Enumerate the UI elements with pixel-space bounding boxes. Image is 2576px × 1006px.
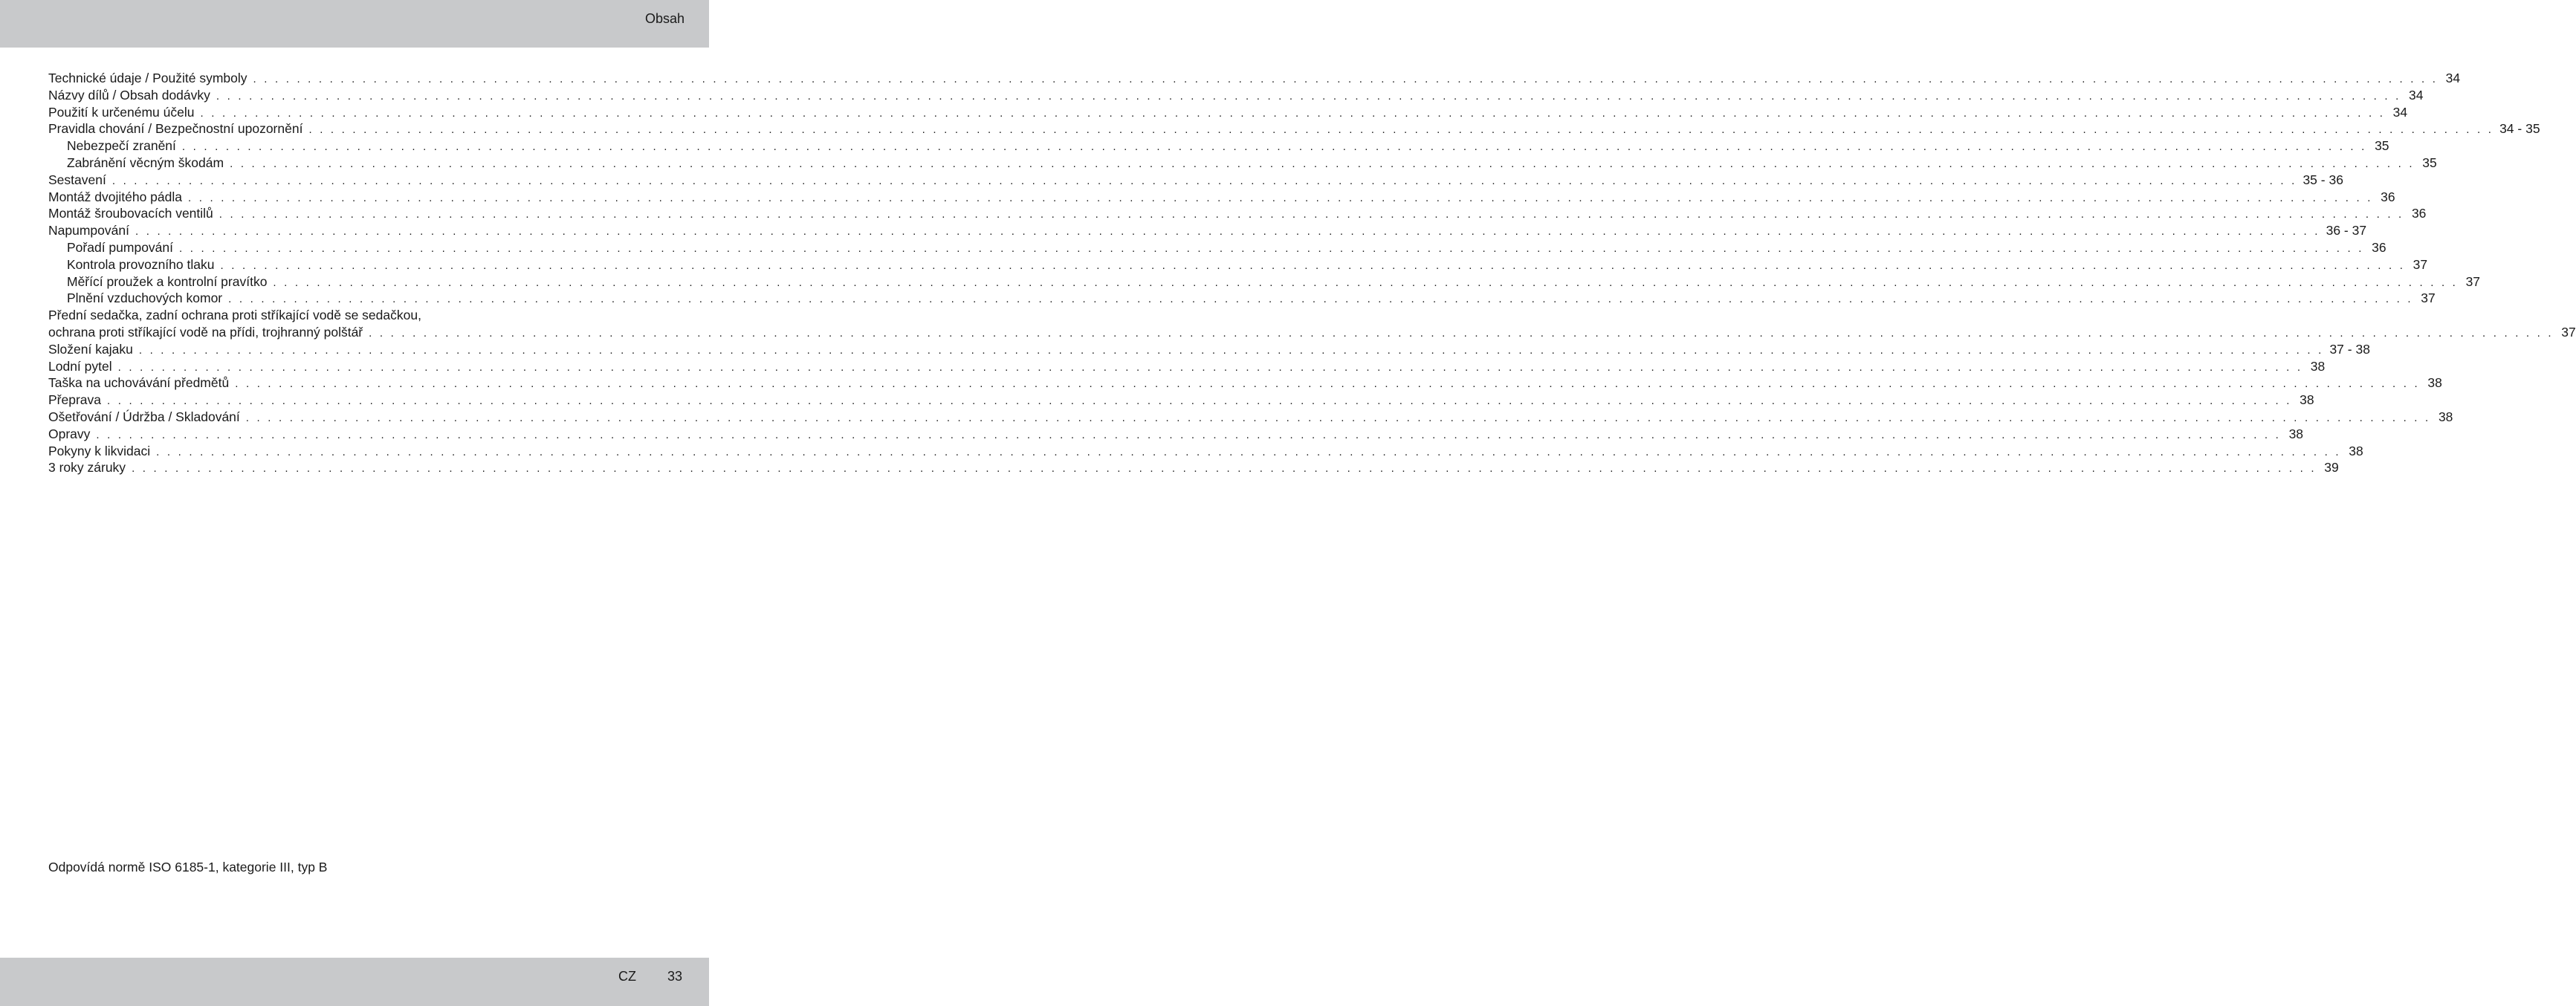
toc-entry-page: 37 - 38 [2329, 341, 2370, 357]
toc-entry [48, 459, 2339, 476]
toc-entry-page: 36 [2411, 206, 2427, 221]
toc-leader-dots: . . . . . . . . . . . . . . . . . . . . . . . . . . . . . . . . . . . . . . . . . . . . . . . . . . . . . . . . . . . . . . . . . . . . . . . . . . . . . . . . . . . . . . . . . . . . . . . . . . . . . . . . . . . . . . . . . . . . . . . . . . . . . . . . . . . . . . . . . . . . . . . . . . . . . . . . . . . . . . . . . . . . . . . . . . . . . . . . . . . . . . . . . . . . . . . . . . . . . . . . [230, 157, 2415, 170]
toc-leader-dots: . . . . . . . . . . . . . . . . . . . . . . . . . . . . . . . . . . . . . . . . . . . . . . . . . . . . . . . . . . . . . . . . . . . . . . . . . . . . . . . . . . . . . . . . . . . . . . . . . . . . . . . . . . . . . . . . . . . . . . . . . . . . . . . . . . . . . . . . . . . . . . . . . . . . . . . . . . . . . . . . . . . . . . . . . . . . . . . . . . . . . . . . . . . . . . . . . . . . . . . . [156, 445, 2341, 458]
standard-note: Odpovídá normě ISO 6185-1, kategorie III, typ B [48, 860, 328, 874]
toc-leader-dots: . . . . . . . . . . . . . . . . . . . . . . . . . . . . . . . . . . . . . . . . . . . . . . . . . . . . . . . . . . . . . . . . . . . . . . . . . . . . . . . . . . . . . . . . . . . . . . . . . . . . . . . . . . . . . . . . . . . . . . . . . . . . . . . . . . . . . . . . . . . . . . . . . . . . . . . . . . . . . . . . . . . . . . . . . . . . . . . . . . . . . . . . . . . . . . . . . . . . . . . . [132, 462, 2317, 476]
toc-leader-dots: . . . . . . . . . . . . . . . . . . . . . . . . . . . . . . . . . . . . . . . . . . . . . . . . . . . . . . . . . . . . . . . . . . . . . . . . . . . . . . . . . . . . . . . . . . . . . . . . . . . . . . . . . . . . . . . . . . . . . . . . . . . . . . . . . . . . . . . . . . . . . . . . . . . . . . . . . . . . . . . . . . . . . . . . . . . . . . . . . . . . . . . . . . . . . . . . . . . . . . . . [369, 326, 2554, 340]
toc-entry-label: ochrana proti stříkající vodě na přídi, trojhranný polštář [48, 324, 363, 340]
toc-entry-label: Plnění vzduchových komor [67, 291, 223, 306]
toc-entry-label: Měřící proužek a kontrolní pravítko [67, 273, 268, 289]
toc-entry-page: 39 [2324, 460, 2339, 476]
toc-entry-page: 35 [2375, 138, 2389, 154]
toc-leader-dots: . . . . . . . . . . . . . . . . . . . . . . . . . . . . . . . . . . . . . . . . . . . . . . . . . . . . . . . . . . . . . . . . . . . . . . . . . . . . . . . . . . . . . . . . . . . . . . . . . . . . . . . . . . . . . . . . . . . . . . . . . . . . . . . . . . . . . . . . . . . . . . . . . . . . . . . . . . . . . . . . . . . . . . . . . . . . . . . . . . . . . . . . . . . . . . . . . . . . . . . . [107, 395, 2292, 408]
toc-leader-dots: . . . . . . . . . . . . . . . . . . . . . . . . . . . . . . . . . . . . . . . . . . . . . . . . . . . . . . . . . . . . . . . . . . . . . . . . . . . . . . . . . . . . . . . . . . . . . . . . . . . . . . . . . . . . . . . . . . . . . . . . . . . . . . . . . . . . . . . . . . . . . . . . . . . . . . . . . . . . . . . . . . . . . . . . . . . . . . . . . . . . . . . . . . . . . . . . . . . . . . . . [187, 191, 2373, 204]
toc-entry-label: Sestavení [48, 172, 106, 187]
toc-entry-label: Složení kajaku [48, 341, 133, 357]
toc-entry-page: 38 [2300, 392, 2314, 408]
toc-entry-page: 36 - 37 [2326, 223, 2367, 238]
toc-entry [48, 256, 2428, 273]
toc-entry [48, 443, 2363, 460]
toc-leader-dots: . . . . . . . . . . . . . . . . . . . . . . . . . . . . . . . . . . . . . . . . . . . . . . . . . . . . . . . . . . . . . . . . . . . . . . . . . . . . . . . . . . . . . . . . . . . . . . . . . . . . . . . . . . . . . . . . . . . . . . . . . . . . . . . . . . . . . . . . . . . . . . . . . . . . . . . . . . . . . . . . . . . . . . . . . . . . . . . . . . . . . . . . . . . . . . . . . . . . . . . . [308, 123, 2494, 137]
toc-entry-page: 38 [2349, 443, 2363, 458]
toc-entry [48, 290, 2436, 307]
toc-entry-label: Ošetřování / Údržba / Skladování [48, 409, 240, 424]
toc-entry-page: 34 - 35 [2499, 121, 2540, 137]
toc-entry-label: Taška na uchovávání předmětů [48, 375, 230, 391]
section-title: Obsah [644, 11, 685, 26]
toc-leader-dots: . . . . . . . . . . . . . . . . . . . . . . . . . . . . . . . . . . . . . . . . . . . . . . . . . . . . . . . . . . . . . . . . . . . . . . . . . . . . . . . . . . . . . . . . . . . . . . . . . . . . . . . . . . . . . . . . . . . . . . . . . . . . . . . . . . . . . . . . . . . . . . . . . . . . . . . . . . . . . . . . . . . . . . . . . . . . . . . . . . . . . . . . . . . . . . . . . . . . . . . . [181, 140, 2367, 154]
toc-entry-page: 37 [2561, 324, 2576, 340]
toc-leader-dots: . . . . . . . . . . . . . . . . . . . . . . . . . . . . . . . . . . . . . . . . . . . . . . . . . . . . . . . . . . . . . . . . . . . . . . . . . . . . . . . . . . . . . . . . . . . . . . . . . . . . . . . . . . . . . . . . . . . . . . . . . . . . . . . . . . . . . . . . . . . . . . . . . . . . . . . . . . . . . . . . . . . . . . . . . . . . . . . . . . . . . . . . . . . . . . . . . . . . . . . . [245, 411, 2431, 424]
toc-entry [48, 239, 2386, 256]
toc-leader-dots: . . . . . . . . . . . . . . . . . . . . . . . . . . . . . . . . . . . . . . . . . . . . . . . . . . . . . . . . . . . . . . . . . . . . . . . . . . . . . . . . . . . . . . . . . . . . . . . . . . . . . . . . . . . . . . . . . . . . . . . . . . . . . . . . . . . . . . . . . . . . . . . . . . . . . . . . . . . . . . . . . . . . . . . . . . . . . . . . . . . . . . . . . . . . . . . . . . . . . . . . [135, 225, 2320, 238]
toc-entry-page: 38 [2438, 409, 2453, 424]
toc-leader-dots: . . . . . . . . . . . . . . . . . . . . . . . . . . . . . . . . . . . . . . . . . . . . . . . . . . . . . . . . . . . . . . . . . . . . . . . . . . . . . . . . . . . . . . . . . . . . . . . . . . . . . . . . . . . . . . . . . . . . . . . . . . . . . . . . . . . . . . . . . . . . . . . . . . . . . . . . . . . . . . . . . . . . . . . . . . . . . . . . . . . . . . . . . . . . . . . . . . . . . . . . [216, 89, 2401, 103]
toc-entry-page: 38 [2288, 426, 2304, 441]
toc-entry-label: Napumpování [48, 223, 129, 238]
toc-entry [48, 341, 2370, 358]
toc-entry [48, 409, 2453, 426]
toc-entry-page: 35 - 36 [2302, 172, 2343, 187]
toc-entry-page: 34 [2392, 104, 2408, 120]
toc-leader-dots: . . . . . . . . . . . . . . . . . . . . . . . . . . . . . . . . . . . . . . . . . . . . . . . . . . . . . . . . . . . . . . . . . . . . . . . . . . . . . . . . . . . . . . . . . . . . . . . . . . . . . . . . . . . . . . . . . . . . . . . . . . . . . . . . . . . . . . . . . . . . . . . . . . . . . . . . . . . . . . . . . . . . . . . . . . . . . . . . . . . . . . . . . . . . . . . . . . . . . . . . [111, 174, 2297, 187]
toc-entry-label: Pravidla chování / Bezpečnostní upozornění [48, 121, 303, 137]
toc-entry-page: 38 [2310, 358, 2326, 374]
toc-entry [48, 426, 2304, 443]
toc-entry-label: Pokyny k likvidaci [48, 443, 151, 458]
toc-entry-label: Zabránění věcným škodám [67, 155, 224, 170]
toc-entry [48, 120, 2540, 137]
toc-entry-page: 37 [2421, 291, 2436, 306]
language-code: CZ [618, 969, 636, 984]
toc-leader-dots: . . . . . . . . . . . . . . . . . . . . . . . . . . . . . . . . . . . . . . . . . . . . . . . . . . . . . . . . . . . . . . . . . . . . . . . . . . . . . . . . . . . . . . . . . . . . . . . . . . . . . . . . . . . . . . . . . . . . . . . . . . . . . . . . . . . . . . . . . . . . . . . . . . . . . . . . . . . . . . . . . . . . . . . . . . . . . . . . . . . . . . . . . . . . . . . . . . . . . . . . [228, 293, 2413, 306]
toc-entry [48, 324, 2576, 341]
toc-entry-label: Opravy [48, 426, 91, 441]
toc-leader-dots: . . . . . . . . . . . . . . . . . . . . . . . . . . . . . . . . . . . . . . . . . . . . . . . . . . . . . . . . . . . . . . . . . . . . . . . . . . . . . . . . . . . . . . . . . . . . . . . . . . . . . . . . . . . . . . . . . . . . . . . . . . . . . . . . . . . . . . . . . . . . . . . . . . . . . . . . . . . . . . . . . . . . . . . . . . . . . . . . . . . . . . . . . . . . . . . . . . . . . . . . [96, 428, 2282, 441]
table-of-contents [48, 70, 2576, 476]
toc-entry-label: Kontrola provozního tlaku [67, 256, 215, 272]
toc-entry [48, 392, 2314, 409]
toc-entry-label: Přeprava [48, 392, 102, 408]
toc-entry [48, 358, 2326, 375]
toc-entry-page: 37 [2465, 273, 2481, 289]
toc-entry-label: Montáž šroubovacích ventilů [48, 206, 213, 221]
toc-entry-label: Nebezpečí zranění [67, 138, 176, 154]
toc-entry-label: Technické údaje / Použité symboly [48, 71, 247, 85]
toc-leader-dots: . . . . . . . . . . . . . . . . . . . . . . . . . . . . . . . . . . . . . . . . . . . . . . . . . . . . . . . . . . . . . . . . . . . . . . . . . . . . . . . . . . . . . . . . . . . . . . . . . . . . . . . . . . . . . . . . . . . . . . . . . . . . . . . . . . . . . . . . . . . . . . . . . . . . . . . . . . . . . . . . . . . . . . . . . . . . . . . . . . . . . . . . . . . . . . . . . . . . . . . . [220, 259, 2406, 272]
toc-entry-label: 3 roky záruky [48, 460, 126, 476]
toc-entry-page: 36 [2372, 239, 2386, 255]
toc-leader-dots: . . . . . . . . . . . . . . . . . . . . . . . . . . . . . . . . . . . . . . . . . . . . . . . . . . . . . . . . . . . . . . . . . . . . . . . . . . . . . . . . . . . . . . . . . . . . . . . . . . . . . . . . . . . . . . . . . . . . . . . . . . . . . . . . . . . . . . . . . . . . . . . . . . . . . . . . . . . . . . . . . . . . . . . . . . . . . . . . . . . . . . . . . . . . . . . . . . . . . . . . [179, 241, 2364, 255]
toc-entry-label: Montáž dvojitého pádla [48, 189, 182, 204]
header-bar [0, 0, 709, 48]
toc-entry [48, 172, 2343, 189]
toc-leader-dots: . . . . . . . . . . . . . . . . . . . . . . . . . . . . . . . . . . . . . . . . . . . . . . . . . . . . . . . . . . . . . . . . . . . . . . . . . . . . . . . . . . . . . . . . . . . . . . . . . . . . . . . . . . . . . . . . . . . . . . . . . . . . . . . . . . . . . . . . . . . . . . . . . . . . . . . . . . . . . . . . . . . . . . . . . . . . . . . . . . . . . . . . . . . . . . . . . . . . . . . . [253, 73, 2439, 85]
toc-entry [48, 189, 2395, 206]
toc-entry [48, 155, 2437, 172]
toc-entry [48, 307, 656, 324]
toc-entry [48, 104, 2408, 121]
toc-entry-page: 36 [2381, 189, 2395, 204]
toc-entry [48, 374, 2442, 392]
toc-entry-page: 37 [2412, 256, 2428, 272]
toc-leader-dots: . . . . . . . . . . . . . . . . . . . . . . . . . . . . . . . . . . . . . . . . . . . . . . . . . . . . . . . . . . . . . . . . . . . . . . . . . . . . . . . . . . . . . . . . . . . . . . . . . . . . . . . . . . . . . . . . . . . . . . . . . . . . . . . . . . . . . . . . . . . . . . . . . . . . . . . . . . . . . . . . . . . . . . . . . . . . . . . . . . . . . . . . . . . . . . . . . . . . . . . . [138, 343, 2324, 357]
toc-leader-dots: . . . . . . . . . . . . . . . . . . . . . . . . . . . . . . . . . . . . . . . . . . . . . . . . . . . . . . . . . . . . . . . . . . . . . . . . . . . . . . . . . . . . . . . . . . . . . . . . . . . . . . . . . . . . . . . . . . . . . . . . . . . . . . . . . . . . . . . . . . . . . . . . . . . . . . . . . . . . . . . . . . . . . . . . . . . . . . . . . . . . . . . . . . . . . . . . . . . . . . . . [117, 360, 2303, 374]
toc-entry-page: 38 [2427, 375, 2442, 391]
toc-entry-label: Přední sedačka, zadní ochrana proti stříkající vodě se sedačkou, [48, 308, 421, 323]
toc-entry-label: Použití k určenému účelu [48, 104, 195, 120]
toc-entry [48, 273, 2481, 291]
toc-leader-dots: . . . . . . . . . . . . . . . . . . . . . . . . . . . . . . . . . . . . . . . . . . . . . . . . . . . . . . . . . . . . . . . . . . . . . . . . . . . . . . . . . . . . . . . . . . . . . . . . . . . . . . . . . . . . . . . . . . . . . . . . . . . . . . . . . . . . . . . . . . . . . . . . . . . . . . . . . . . . . . . . . . . . . . . . . . . . . . . . . . . . . . . . . . . . . . . . . . . . . . . . [235, 377, 2420, 391]
toc-leader-dots: . . . . . . . . . . . . . . . . . . . . . . . . . . . . . . . . . . . . . . . . . . . . . . . . . . . . . . . . . . . . . . . . . . . . . . . . . . . . . . . . . . . . . . . . . . . . . . . . . . . . . . . . . . . . . . . . . . . . . . . . . . . . . . . . . . . . . . . . . . . . . . . . . . . . . . . . . . . . . . . . . . . . . . . . . . . . . . . . . . . . . . . . . . . . . . . . . . . . . . . . [200, 106, 2386, 120]
toc-entry [48, 137, 2389, 155]
toc-leader-dots: . . . . . . . . . . . . . . . . . . . . . . . . . . . . . . . . . . . . . . . . . . . . . . . . . . . . . . . . . . . . . . . . . . . . . . . . . . . . . . . . . . . . . . . . . . . . . . . . . . . . . . . . . . . . . . . . . . . . . . . . . . . . . . . . . . . . . . . . . . . . . . . . . . . . . . . . . . . . . . . . . . . . . . . . . . . . . . . . . . . . . . . . . . . . . . . . . . . . . . . . [273, 276, 2459, 289]
toc-entry-label: Názvy dílů / Obsah dodávky [48, 87, 210, 103]
toc-entry [48, 205, 2427, 222]
page-number: 33 [667, 969, 683, 984]
toc-entry [48, 87, 2424, 104]
toc-entry-label: Pořadí pumpování [67, 239, 174, 255]
toc-entry-page: 34 [2445, 71, 2461, 85]
toc-entry-page: 34 [2409, 87, 2424, 103]
footer-bar [0, 958, 709, 1006]
toc-entry [48, 70, 2461, 87]
toc-entry-page: 35 [2422, 155, 2437, 170]
toc-entry [48, 222, 2367, 239]
toc-entry-label: Lodní pytel [48, 358, 112, 374]
toc-leader-dots: . . . . . . . . . . . . . . . . . . . . . . . . . . . . . . . . . . . . . . . . . . . . . . . . . . . . . . . . . . . . . . . . . . . . . . . . . . . . . . . . . . . . . . . . . . . . . . . . . . . . . . . . . . . . . . . . . . . . . . . . . . . . . . . . . . . . . . . . . . . . . . . . . . . . . . . . . . . . . . . . . . . . . . . . . . . . . . . . . . . . . . . . . . . . . . . . . . . . . . . . [219, 208, 2404, 221]
